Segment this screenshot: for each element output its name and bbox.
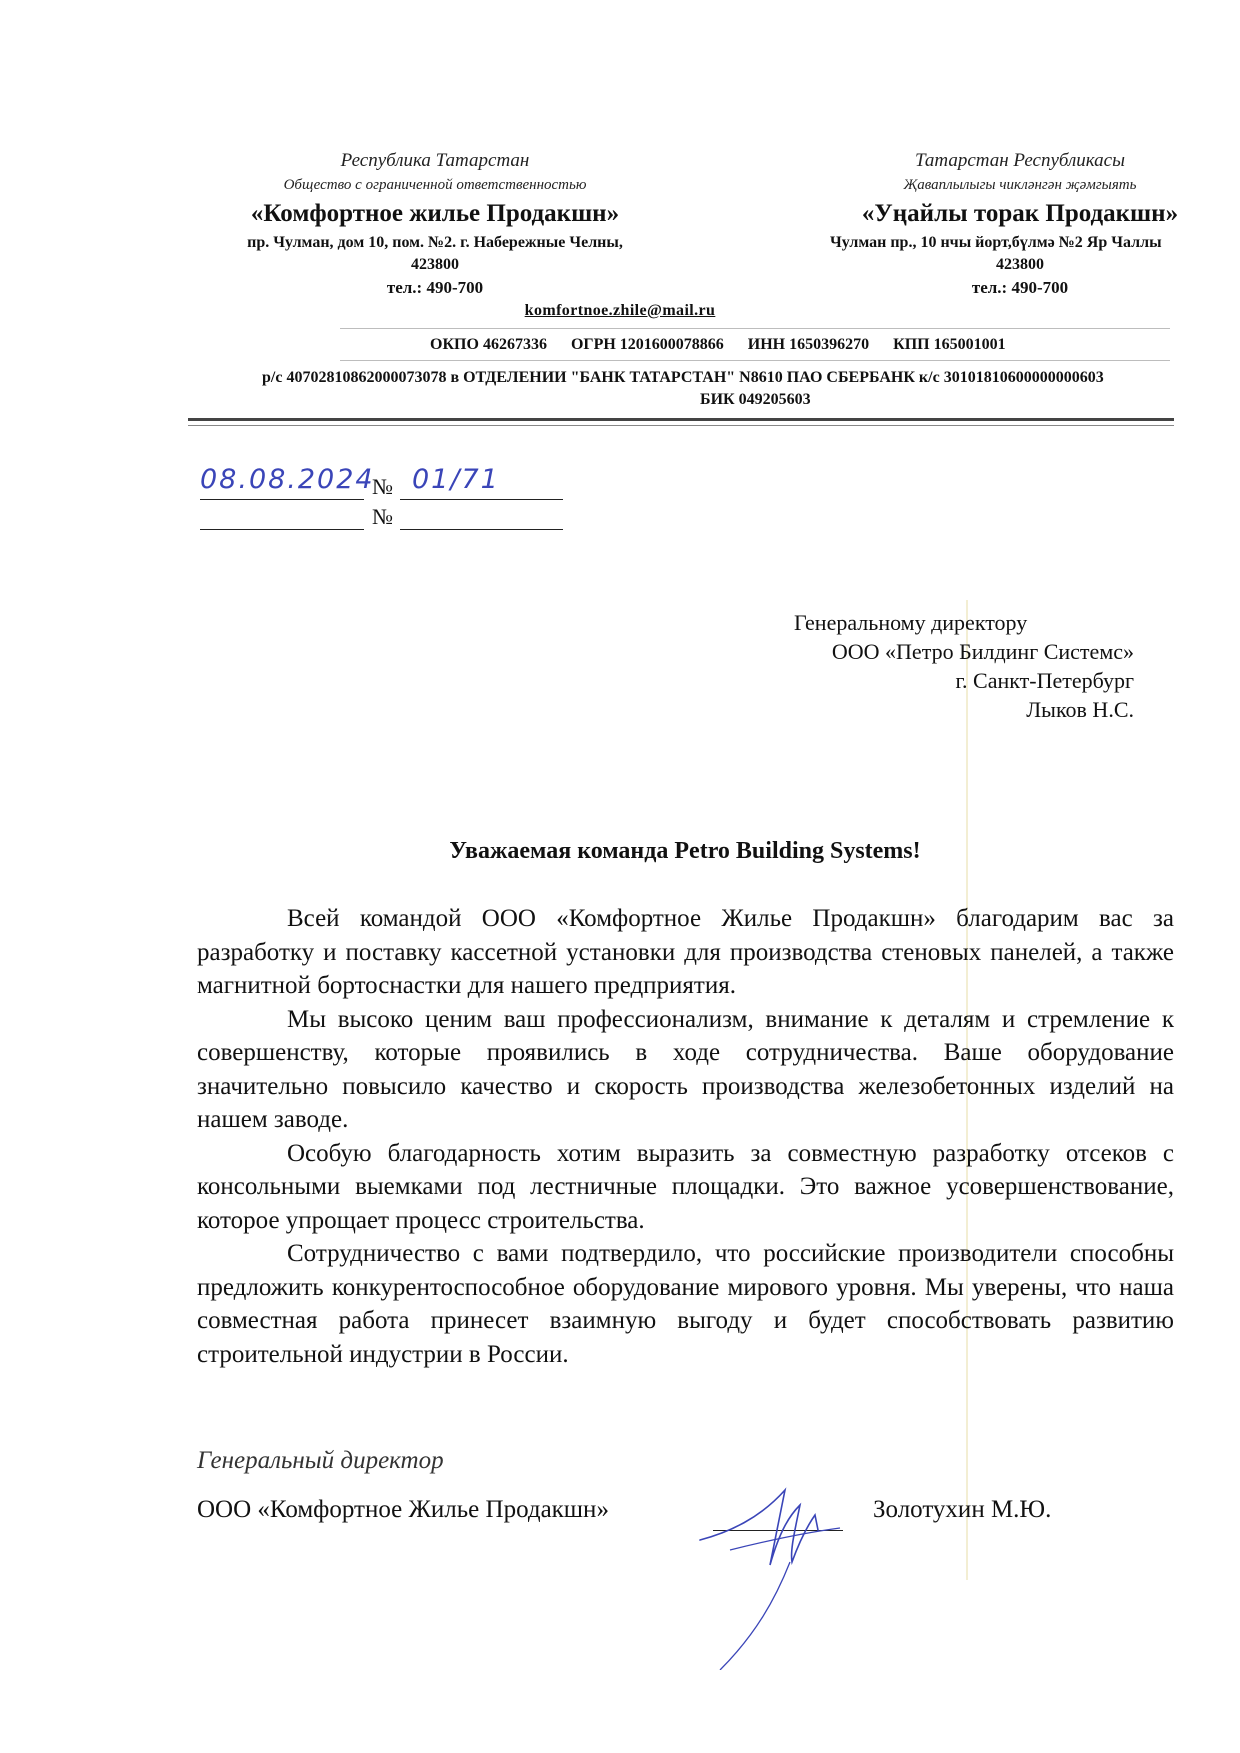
kpp: КПП 165001001	[893, 336, 1006, 353]
outgoing-number-row	[200, 464, 570, 500]
letterhead-rule-thin	[188, 425, 1174, 426]
body-paragraph-1: Всей командой ООО «Комфортное Жилье Продакшн» благодарим вас за разработку и поставку кассетной установки для производства стеновых панелей, а также магнитной бортоснастки для нашего предприятия.	[197, 905, 1174, 999]
separator-mid	[340, 360, 1170, 361]
email-line	[0, 302, 1240, 320]
number-sign: №	[372, 474, 393, 499]
addressee-position: Генеральному директору	[794, 610, 1028, 635]
letterhead-rule-thick	[188, 418, 1174, 421]
company-type-tt: Җаваплылыгы чикләнгән җәмгыять	[903, 177, 1137, 193]
salutation: Уважаемая команда Petro Building Systems!	[449, 838, 921, 864]
okpo: ОКПО 46267336	[430, 336, 547, 353]
address-tt: Чулман пр., 10 нчы йорт,бүлмә №2 Яр Чаллы	[830, 234, 1162, 251]
body-paragraph-4: Сотрудничество с вами подтвердило, что российские производители способны предложить конкурентоспособное оборудование мирового уровня. Мы уверены, что наша совместная работа принесет взаимную выгоду и будет способствовать развитию строительной индустрии в России.	[197, 1240, 1174, 1368]
date-blank-2	[200, 529, 364, 530]
phone-ru: тел.: 490-700	[386, 278, 484, 297]
letter-body	[197, 902, 1174, 1371]
postcode-ru: 423800	[411, 256, 459, 273]
addressee-block	[700, 608, 1134, 724]
ogrn: ОГРН 1201600078866	[570, 336, 724, 353]
signatory-organization: ООО «Комфортное Жилье Продакшн»	[197, 1496, 609, 1523]
number-sign-2: №	[372, 504, 393, 529]
company-name-ru: «Комфортное жилье Продакшн»	[250, 200, 620, 227]
company-type-ru: Общество с ограниченной ответственностью	[283, 177, 587, 193]
signatory-title: Генеральный директор	[197, 1447, 444, 1474]
body-paragraph-3: Особую благодарность хотим выразить за совместную разработку отсеков с консольными выемками под лестничные площадки. Это важное усовершенствование, которое упрощает процесс строительства.	[197, 1139, 1174, 1234]
registration-line	[430, 336, 1026, 354]
company-name-tt: «Уңайлы торак Продакшн»	[861, 200, 1179, 227]
region-tt: Татарстан Республикасы	[915, 150, 1125, 171]
letterhead-right	[800, 148, 1240, 300]
number-blank-2	[400, 529, 563, 530]
postcode-tt: 423800	[996, 256, 1044, 273]
handwritten-signature	[690, 1470, 870, 1670]
incoming-number-row	[200, 500, 570, 530]
bank-details: р/с 40702810862000073078 в ОТДЕЛЕНИИ "БАНК ТАТАРСТАН" N8610 ПАО СБЕРБАНК к/с 30101810600000000603	[262, 369, 1104, 386]
handwritten-number: 01/71	[412, 464, 500, 495]
handwritten-date: 08.08.2024	[200, 464, 375, 495]
signatory-name: Золотухин М.Ю.	[873, 1496, 1052, 1523]
separator-top	[340, 328, 1170, 329]
inn: ИНН 1650396270	[747, 336, 870, 353]
letterhead-left	[200, 148, 670, 300]
addressee-company: ООО «Петро Билдинг Системс»	[831, 639, 1134, 664]
address-ru: пр. Чулман, дом 10, пом. №2. г. Набережные Челны,	[247, 234, 623, 251]
addressee-name: Лыков Н.С.	[1026, 697, 1134, 722]
email-link[interactable]: komfortnoe.zhile@mail.ru	[524, 302, 716, 319]
body-paragraph-2: Мы высоко ценим ваш профессионализм, внимание к деталям и стремление к совершенству, которые проявились в ходе сотрудничества. Ваше оборудование значительно повысило качество и скорость производства железобетонных изделий на нашем заводе.	[197, 1005, 1174, 1133]
bik: БИК 049205603	[700, 391, 811, 408]
region-ru: Республика Татарстан	[340, 150, 530, 171]
addressee-city: г. Санкт-Петербург	[955, 668, 1134, 693]
phone-tt: тел.: 490-700	[971, 278, 1069, 297]
